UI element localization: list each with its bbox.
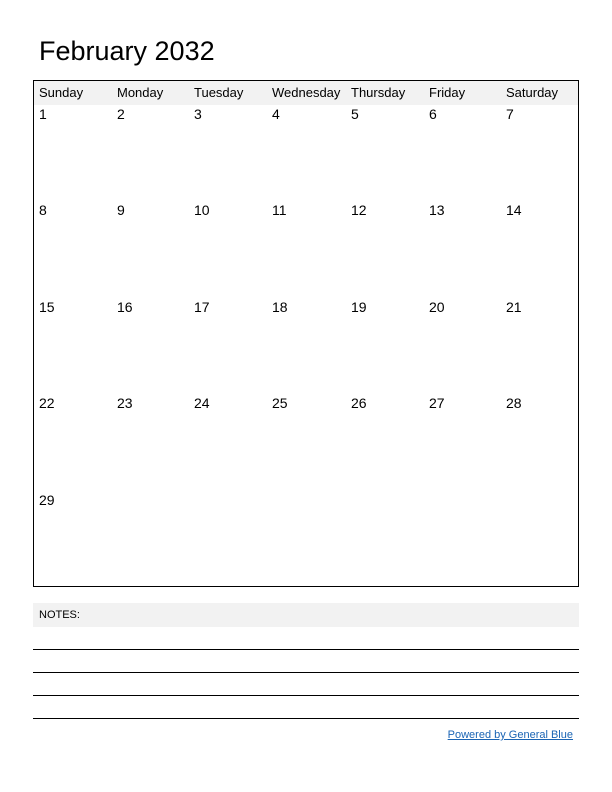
day-cell[interactable]: 17 [194,299,210,315]
day-cell[interactable]: 22 [39,395,55,411]
notes-header [33,603,579,627]
weekday-sunday: Sunday [39,85,84,100]
day-cell[interactable]: 1 [39,106,47,122]
day-cell[interactable]: 6 [429,106,437,122]
page-title: February 2032 [39,36,215,66]
day-cell[interactable]: 23 [117,395,133,411]
day-cell[interactable]: 16 [117,299,133,315]
day-cell[interactable]: 7 [506,106,514,122]
weekday-header-row [34,81,578,105]
weekday-thursday: Thursday [351,85,406,100]
weekday-tuesday: Tuesday [194,85,244,100]
day-cell[interactable]: 29 [39,492,55,508]
day-cell[interactable]: 15 [39,299,55,315]
notes-line [33,695,579,696]
day-cell[interactable]: 9 [117,202,125,218]
day-cell[interactable]: 11 [272,202,287,218]
day-cell[interactable]: 28 [506,395,522,411]
calendar-grid [33,80,579,587]
powered-by-link[interactable]: Powered by General Blue [447,729,573,741]
weekday-saturday: Saturday [506,85,559,100]
weekday-wednesday: Wednesday [272,85,341,100]
weekday-friday: Friday [429,85,466,100]
notes-line [33,718,579,719]
day-cell[interactable]: 21 [506,299,522,315]
day-cell[interactable]: 13 [429,202,445,218]
day-cell[interactable]: 12 [351,202,367,218]
day-cell[interactable]: 18 [272,299,288,315]
day-cell[interactable]: 5 [351,106,359,122]
day-cell[interactable]: 4 [272,106,280,122]
day-cell[interactable]: 25 [272,395,288,411]
day-cell[interactable]: 14 [506,202,522,218]
day-cell[interactable]: 27 [429,395,445,411]
day-cell[interactable]: 26 [351,395,367,411]
day-cell[interactable]: 2 [117,106,125,122]
day-cell[interactable]: 3 [194,106,202,122]
weekday-monday: Monday [117,85,164,100]
day-cell[interactable]: 24 [194,395,210,411]
day-cell[interactable]: 10 [194,202,210,218]
notes-label: NOTES: [39,609,80,621]
notes-line [33,672,579,673]
day-cell[interactable]: 19 [351,299,367,315]
notes-line [33,649,579,650]
day-cell[interactable]: 8 [39,202,47,218]
day-cell[interactable]: 20 [429,299,445,315]
